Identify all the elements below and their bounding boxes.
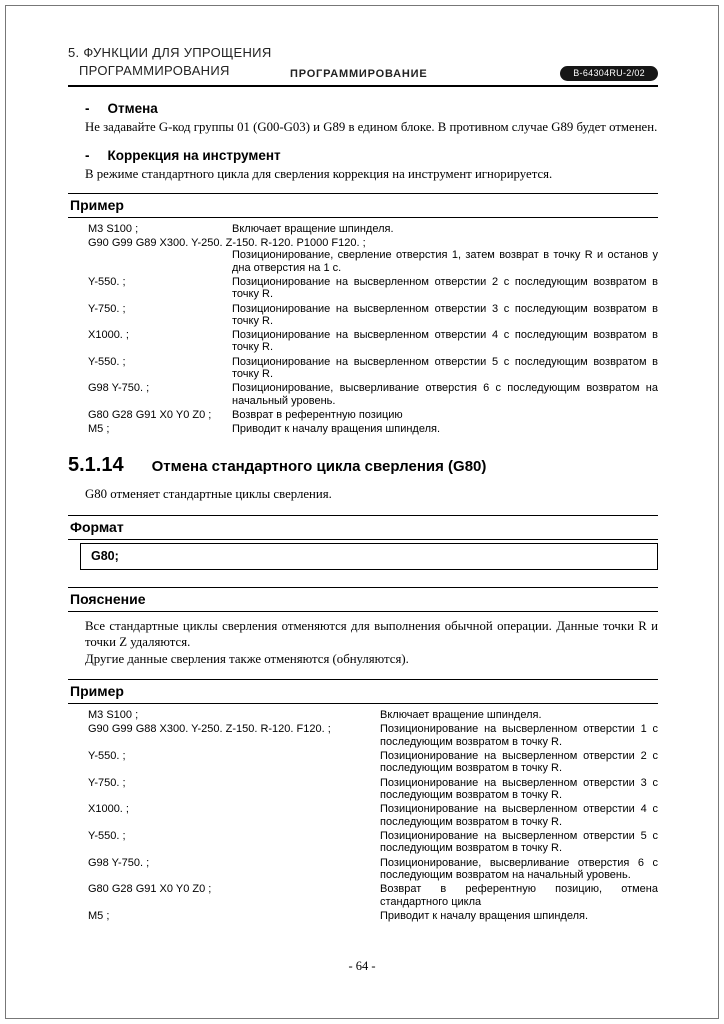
example-code-cell: Y-550. ; (88, 275, 126, 288)
example-code-cell: G80 G28 G91 X0 Y0 Z0 ; (88, 409, 212, 421)
section-title: Отмена стандартного цикла сверления (G80) (151, 457, 487, 475)
running-title: ПРОГРАММИРОВАНИЕ (290, 67, 428, 80)
example-code-cell: X1000. ; (88, 803, 129, 816)
example-desc-cell: Позиционирование на высверленном отверстии 3 с последующим возвратом в точку R. (232, 302, 658, 327)
chapter-heading-line2: ПРОГРАММИРОВАНИЯ (79, 62, 230, 78)
example-code-cell: X1000. ; (88, 329, 129, 342)
example-code-cell: G98 Y-750. ; (88, 382, 150, 395)
example1-row (88, 303, 658, 328)
example1-row (88, 223, 658, 235)
example2-row (88, 803, 658, 828)
page-number: - 64 - (348, 959, 376, 973)
doc-number-badge: B-64304RU-2/02 (560, 66, 658, 81)
example1-table (88, 223, 658, 436)
example-code-cell: M3 S100 ; (88, 222, 139, 235)
section-number: 5.1.14 (68, 453, 124, 476)
explanation-paragraph-2: Другие данные сверления также отменяются (обнуляются). (85, 651, 409, 666)
example-desc-cell: Позиционирование на высверленном отверстии 5 с последующим возвратом в точку R. (380, 829, 658, 855)
example-code-cell: Y-550. ; (88, 829, 126, 842)
example1-row (88, 382, 658, 407)
page-header (68, 44, 658, 87)
example-desc-cell: Позиционирование на высверленном отверстии 2 с последующим возвратом в точку R. (380, 750, 658, 775)
format-box (80, 543, 658, 570)
subsection-title-tool-compensation-label: Коррекция на инструмент (107, 148, 281, 164)
explanation-heading: Пояснение (68, 587, 658, 612)
format-heading: Формат (68, 515, 658, 540)
example2-row (88, 750, 658, 775)
example-code-cell: Y-750. ; (88, 776, 126, 789)
example-desc-cell: Позиционирование на высверленном отверстии 2 с последующим возвратом в точку R. (232, 275, 658, 301)
explanation-paragraph-1: Все стандартные циклы сверления отменяются для выполнения обычной операции. Данные точки R и точки Z удаляются. (85, 619, 658, 650)
chapter-heading-line1: 5. ФУНКЦИИ ДЛЯ УПРОЩЕНИЯ (68, 45, 272, 60)
subsection-title-tool-compensation (85, 148, 658, 163)
example-desc-cell: Включает вращение шпинделя. (232, 222, 394, 235)
example-desc-cell: Приводит к началу вращения шпинделя. (232, 423, 441, 436)
example2-row (88, 723, 658, 748)
example-code-cell: G90 G99 G89 X300. Y-250. Z-150. R-120. P1000 F120. ; (88, 236, 366, 249)
example1-row (88, 409, 658, 421)
example-desc-cell: Позиционирование на высверленном отверстии 1 с последующим возвратом в точку R. (380, 723, 658, 748)
tool-compensation-paragraph: В режиме стандартного цикла для сверления коррекция на инструмент игнорируется. (85, 167, 553, 182)
example-code-cell: M5 ; (88, 909, 110, 922)
example-desc-cell: Позиционирование на высверленном отверстии 4 с последующим возвратом в точку R. (380, 803, 658, 828)
example1-row (88, 276, 658, 301)
section-5-1-14-heading (68, 454, 658, 477)
example-desc-cell: Включает вращение шпинделя. (380, 709, 542, 722)
example2-row (88, 709, 658, 721)
example-desc-cell: Позиционирование на высверленном отверстии 4 с последующим возвратом в точку R. (232, 329, 658, 354)
example-code-cell: Y-750. ; (88, 302, 126, 315)
cancel-paragraph: Не задавайте G-код группы 01 (G00-G03) и G89 в едином блоке. В противном случае G89 будет отменен. (85, 119, 658, 134)
example-desc-cell: Позиционирование, высверливание отверстия 6 с последующим возвратом на начальный уровень. (380, 856, 658, 881)
example-desc-cell: Возврат в референтную позицию, отмена стандартного цикла (380, 883, 658, 908)
example2-table (88, 709, 658, 922)
example1-row (88, 356, 658, 381)
section-intro-paragraph: G80 отменяет стандартные циклы сверления. (85, 486, 332, 501)
example1-row (88, 423, 658, 435)
example2-row (88, 777, 658, 802)
example-code-cell: Y-550. ; (88, 750, 126, 763)
example2-row (88, 910, 658, 922)
example-code-cell: G90 G99 G88 X300. Y-250. Z-150. R-120. F120. ; (88, 723, 331, 736)
example-code-cell: G80 G28 G91 X0 Y0 Z0 ; (88, 883, 212, 896)
example-desc-cell: Приводит к началу вращения шпинделя. (380, 909, 589, 922)
example-desc-cell: Позиционирование, сверление отверстия 1, затем возврат в точку R и останов у дна отверстия на 1 с. (232, 249, 658, 274)
subsection-title-cancel-label: Отмена (107, 100, 158, 116)
example-code-cell: Y-550. ; (88, 355, 126, 368)
subsection-title-cancel (85, 101, 658, 116)
dash-marker: - (85, 148, 90, 164)
example2-row (88, 857, 658, 882)
example2-row (88, 830, 658, 855)
example1-row (88, 237, 658, 274)
dash-marker: - (85, 100, 90, 116)
example2-heading: Пример (68, 679, 658, 704)
example-code-cell: G98 Y-750. ; (88, 856, 150, 869)
example1-row (88, 329, 658, 354)
example-desc-cell: Позиционирование, высверливание отверстия 6 с последующим возвратом на начальный уровень. (232, 382, 658, 407)
example-desc-cell: Позиционирование на высверленном отверстии 5 с последующим возвратом в точку R. (232, 355, 658, 381)
example1-heading: Пример (68, 193, 658, 218)
example-desc-cell: Позиционирование на высверленном отверстии 3 с последующим возвратом в точку R. (380, 776, 658, 801)
example-desc-cell: Возврат в референтную позицию (232, 409, 403, 421)
example-code-cell: M5 ; (88, 423, 110, 436)
example2-row (88, 883, 658, 908)
format-code: G80; (91, 549, 119, 563)
example-code-cell: M3 S100 ; (88, 709, 139, 722)
